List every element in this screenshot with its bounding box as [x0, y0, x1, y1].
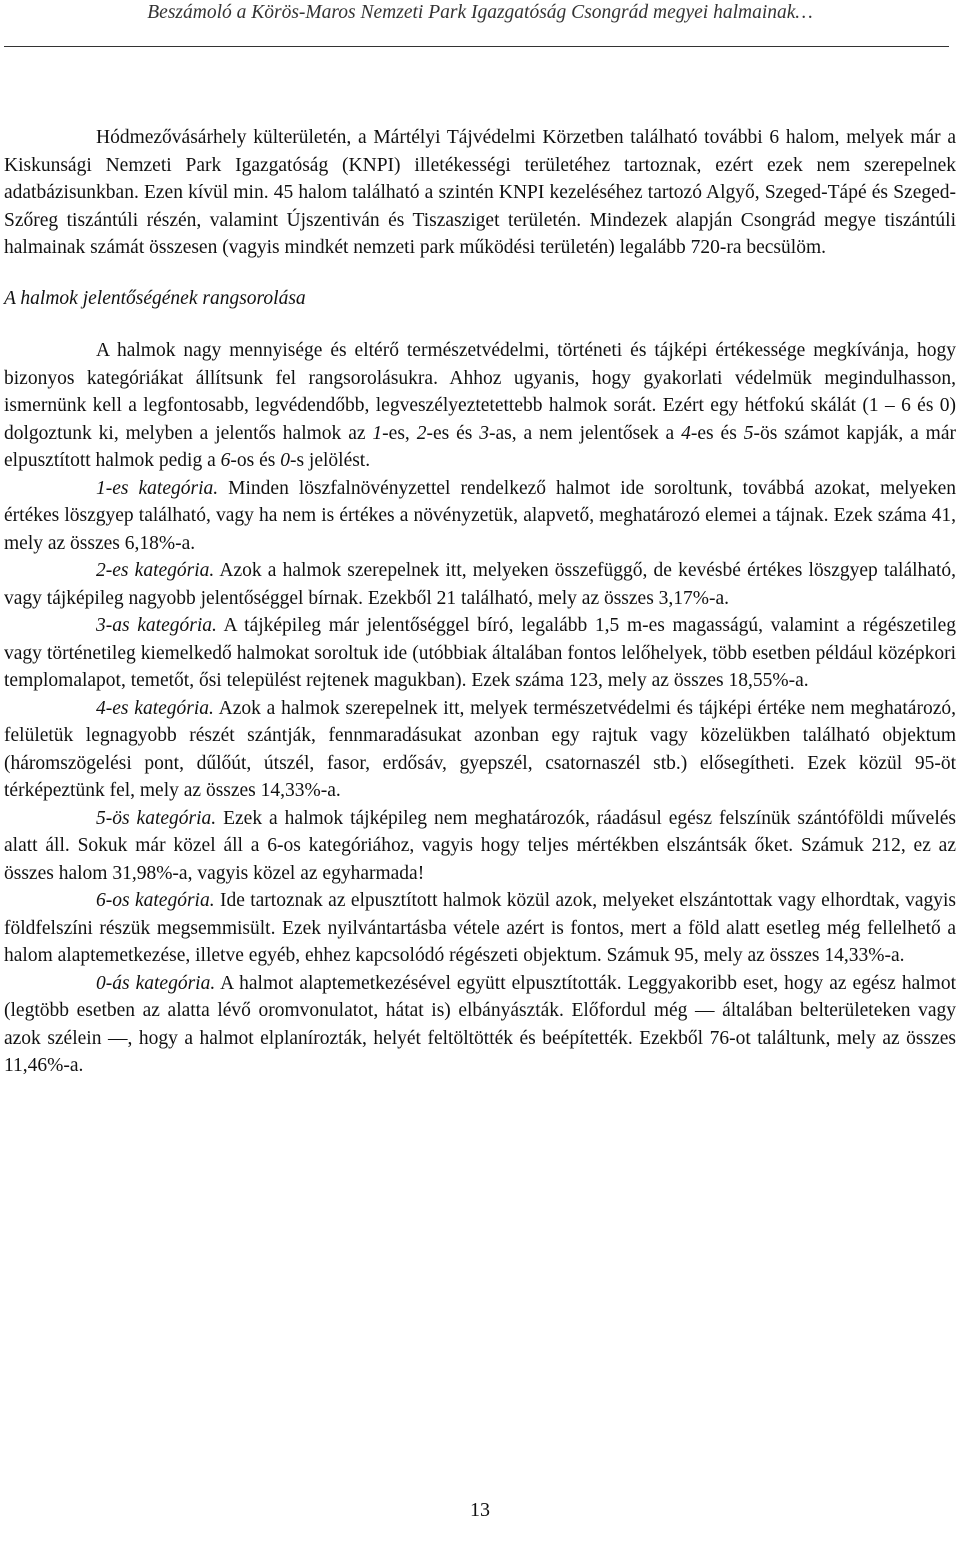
category-5-label: 5-ös kategória. — [96, 807, 217, 829]
page-number: 13 — [470, 1499, 490, 1521]
category-number: 4 — [681, 422, 691, 444]
category-5-paragraph — [4, 805, 956, 888]
ranking-intro-paragraph — [4, 337, 956, 475]
ranking-text: A halmok nagy mennyisége és eltérő természetvédelmi, történeti és tájképi értékessége megkívánja, hogy bizonyos kategóriákat állítsunk fel rangsorolásukra. Ahhoz ugyanis, hogy gyakorlati védelmük megindulhasson, ismernünk kell a legfontosabb, legvédendőbb, legveszélyeztetettebb halmok sorát. Ezért egy hétfokú skálát (1 – 6 és 0) dolgoztunk ki, melyben a jelentős halmok az — [4, 340, 956, 444]
category-0-paragraph — [4, 970, 956, 1080]
ranking-text: -os és — [230, 450, 281, 471]
intro-paragraph: Hódmezővásárhely külterületén, a Mártélyi Tájvédelmi Körzetben található további 6 halom, melyek már a Kiskunsági Nemzeti Park Igazgatóság (KNPI) illetékességi területéhez tartoznak, ezért ezek nem szerepelnek adatbázisunkban. Ezen kívül min. 45 halom található a szintén KNPI kezeléséhez tartozó Algyő, Szeged-Tápé és Szeged-Szőreg tiszántúli részén, valamint Újszentiván és Tiszasziget területén. Mindezek alapján Csongrád megye tiszántúli halmainak számát összesen (vagyis mindkét nemzeti park működési területén) legalább 720-ra becsülöm. — [4, 127, 956, 258]
category-number: 0 — [280, 450, 290, 471]
category-6-paragraph — [4, 887, 956, 970]
category-4-paragraph — [4, 695, 956, 805]
category-1-label: 1-es kategória. — [96, 477, 219, 499]
category-3-text: A tájképileg már jelentőséggel bíró, legalább 1,5 m-es magasságú, valamint a régészetileg vagy történetileg kiemelkedő halmokat soroltuk ide (utóbbiak általában fontos lelőhelyek, több esetben például középkori templomalapot, temetőt, ősi települést rejtenek magukban). Ezek száma 123, mely az összes 18,55%-a. — [4, 615, 956, 691]
page-content — [4, 124, 956, 1080]
category-5-text: Ezek a halmok tájképileg nem meghatározók, ráadásul egész felszínük szántóföldi művelés alatt áll. Sokuk már közel áll a 6-os kategóriához, vagyis hogy teljes mértékben elszántsák őket. Számuk 212, ez az összes halom 31,98%-a, vagyis közel az egyharmada! — [4, 807, 956, 884]
category-number: 5 — [743, 422, 754, 444]
category-number: 6 — [220, 450, 231, 471]
category-number: 1 — [372, 422, 383, 444]
category-6-text: Ide tartoznak az elpusztított halmok közül azok, melyeket elszántottak vagy elhordtak, vagyis földfelszíni részük megsemmisült. Ezek nyilvántartásba vétele azért is fontos, mert a föld alatt esetleg még fellelhető a halom alaptemetkezése, illetve egyéb, ehhez kapcsolódó régészeti objektum. Számuk 95, mely az összes 14,33%-a. — [4, 890, 956, 966]
section-heading: A halmok jelentőségének rangsorolása — [4, 287, 306, 309]
ranking-text: -ös számot kapják, a már elpusztított halmok pedig a — [4, 422, 956, 471]
ranking-text: -es, — [382, 422, 417, 444]
running-header: Beszámoló a Körös-Maros Nemzeti Park Igazgatóság Csongrád megyei halmainak… — [147, 2, 813, 23]
category-number: 2 — [416, 422, 427, 444]
header-rule — [4, 46, 949, 47]
category-2-label: 2-es kategória. — [96, 560, 215, 581]
ranking-text: -es és — [690, 422, 744, 444]
ranking-text: -as, a nem jelentősek a — [489, 422, 682, 444]
category-4-text: Azok a halmok szerepelnek itt, melyek természetvédelmi és tájképi értéke nem meghatározó, felületük legnagyobb részét szántják, fennmaradásukat azonban egy rajtuk vagy közelükben található objektum (háromszögelési pont, dűlőút, útszél, fasor, erdősáv, gyepszél, csatornaszél stb.) elősegítheti. Ezek közül 95-öt térképeztünk fel, mely az összes 14,33%-a. — [4, 697, 956, 801]
category-3-label: 3-as kategória. — [96, 615, 217, 636]
category-0-label: 0-ás kategória. — [96, 972, 216, 994]
category-6-label: 6-os kategória. — [96, 890, 215, 911]
ranking-text: -s jelölést. — [289, 450, 371, 471]
category-number: 3 — [479, 422, 490, 444]
category-4-label: 4-es kategória. — [96, 697, 214, 719]
category-2-paragraph — [4, 557, 956, 612]
ranking-text: -es és — [426, 422, 480, 444]
category-0-text: A halmot alaptemetkezésével együtt elpusztították. Leggyakoribb eset, hogy az egész halmot (legtöbb esetben az alatta lévő oromvonulatot, hátat is) elbányászták. Előfordul még — általában belterületeken vagy azok szélein —, hogy a halmot elplanírozták, helyét feltöltötték és beépítették. Ezekből 76-ot találtunk, mely az összes 11,46%-a. — [4, 972, 956, 1076]
category-3-paragraph — [4, 612, 956, 695]
category-1-text: Minden löszfalnövényzettel rendelkező halmot ide soroltunk, továbbá azokat, melyeken értékes löszgyep található, vagy ha nem is értékes a növényzetük, alapvető, meghatározó elemei a tájnak. Ezek száma 41, mely az összes 6,18%-a. — [4, 477, 956, 554]
category-2-text: Azok a halmok szerepelnek itt, melyeken összefüggő, de kevésbé értékes löszgyep található, vagy tájképileg nagyobb jelentőséggel bírnak. Ezekből 21 található, mely az összes 3,17%-a. — [4, 560, 956, 609]
category-1-paragraph — [4, 475, 956, 558]
